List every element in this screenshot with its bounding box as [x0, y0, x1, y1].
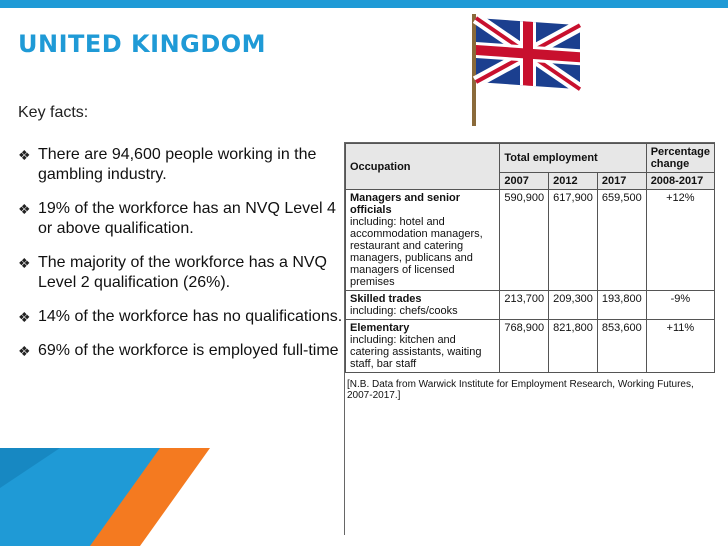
- occupation-cell: [346, 190, 500, 291]
- table-row: [346, 190, 715, 291]
- value-cell: 617,900: [549, 190, 598, 291]
- value-cell: 768,900: [500, 320, 549, 373]
- source-note: [N.B. Data from Warwick Institute for Employment Research, Working Futures, 2007-2017.]: [347, 379, 694, 401]
- value-cell: 193,800: [597, 291, 646, 320]
- key-facts-heading: Key facts:: [18, 104, 89, 121]
- bullet-item: [18, 145, 348, 185]
- header-total-employment: Total employment: [500, 144, 646, 173]
- bullet-item: [18, 307, 348, 327]
- bullet-text: The majority of the workforce has a NVQ Level 2 qualification (26%).: [38, 254, 327, 291]
- bullet-list: [18, 145, 348, 375]
- value-cell: 209,300: [549, 291, 598, 320]
- occupation-including: including: chefs/cooks: [350, 305, 458, 317]
- bullet-text: 14% of the workforce has no qualifications.: [38, 308, 343, 325]
- value-cell: 590,900: [500, 190, 549, 291]
- year-header: 2012: [549, 173, 598, 190]
- union-jack-flag-icon: [466, 8, 586, 126]
- occupation-cell: [346, 320, 500, 373]
- slide-title: UNITED KINGDOM: [18, 30, 267, 58]
- occupation-cell: [346, 291, 500, 320]
- occupation-name: Skilled trades: [350, 293, 422, 305]
- year-header: 2017: [597, 173, 646, 190]
- bullet-text: There are 94,600 people working in the gambling industry.: [38, 146, 317, 183]
- diamond-bullet-icon: ❖: [18, 343, 31, 359]
- change-cell: +12%: [646, 190, 714, 291]
- bullet-item: [18, 253, 348, 293]
- diamond-bullet-icon: ❖: [18, 147, 31, 163]
- occupation-name: Elementary: [350, 322, 410, 334]
- bullet-item: [18, 199, 348, 239]
- year-header: 2008-2017: [646, 173, 714, 190]
- employment-table: [345, 143, 715, 373]
- header-occupation: Occupation: [346, 144, 500, 190]
- employment-table-image: [344, 142, 715, 535]
- occupation-including: including: kitchen and catering assistants, waiting staff, bar staff: [350, 334, 482, 370]
- diamond-bullet-icon: ❖: [18, 309, 31, 325]
- year-header: 2007: [500, 173, 549, 190]
- top-accent-bar: [0, 0, 728, 8]
- bullet-text: 19% of the workforce has an NVQ Level 4 or above qualification.: [38, 200, 336, 237]
- header-percentage-change: Percentage change: [646, 144, 714, 173]
- diamond-bullet-icon: ❖: [18, 201, 31, 217]
- bullet-item: [18, 341, 348, 361]
- occupation-including: including: hotel and accommodation managers, restaurant and catering managers, publicans and managers of licensed premises: [350, 216, 483, 288]
- value-cell: 853,600: [597, 320, 646, 373]
- table-row: [346, 320, 715, 373]
- change-cell: -9%: [646, 291, 714, 320]
- bullet-text: 69% of the workforce is employed full-time: [38, 342, 339, 359]
- table-row: [346, 291, 715, 320]
- value-cell: 213,700: [500, 291, 549, 320]
- diamond-bullet-icon: ❖: [18, 255, 31, 271]
- change-cell: +11%: [646, 320, 714, 373]
- value-cell: 659,500: [597, 190, 646, 291]
- value-cell: 821,800: [549, 320, 598, 373]
- occupation-name: Managers and senior officials: [350, 192, 461, 216]
